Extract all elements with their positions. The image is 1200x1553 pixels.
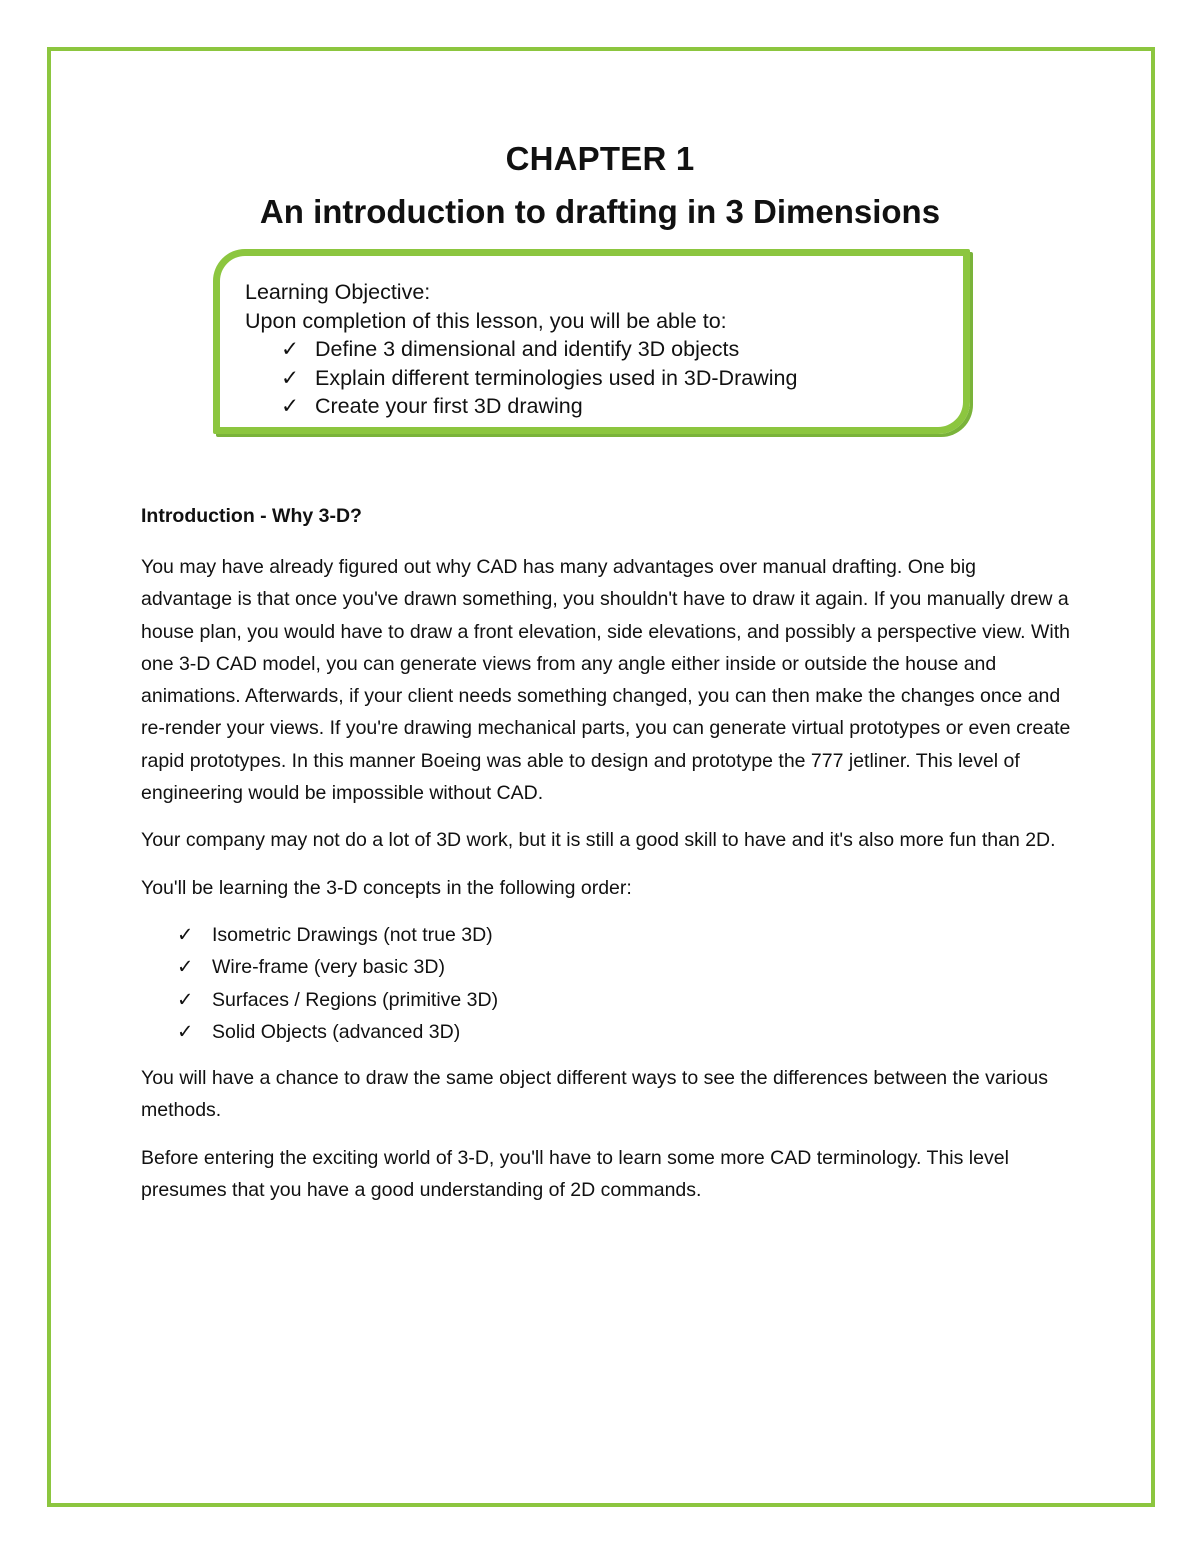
chapter-label: CHAPTER 1 [505, 140, 695, 177]
objective-heading: Learning Objective: [245, 280, 431, 304]
objective-item [281, 335, 963, 364]
paragraph: You may have already figured out why CAD has many advantages over manual drafting. One big advantage is that once you've drawn something, you shouldn't have to draw it again. If you manually drew a house plan, you would have to draw a front elevation, side elevations, and possibly a perspective view. With one 3-D CAD model, you can generate views from any angle either inside or outside the house and animations. Afterwards, if your client needs something changed, you can then make the changes once and re-render your views. If you're drawing mechanical parts, you can generate virtual prototypes or even create rapid prototypes. In this manner Boeing was able to design and prototype the 777 jetliner. This level of engineering would be impossible without CAD. [141, 556, 1071, 805]
check-mark-icon: ✓ [177, 923, 194, 946]
objective-list [245, 335, 963, 421]
concept-item [177, 951, 1071, 983]
paragraph: Your company may not do a lot of 3D work, but it is still a good skill to have and it's also more fun than 2D. [141, 829, 1056, 852]
concept-item-text: Wire-frame (very basic 3D) [212, 956, 445, 979]
paragraph: Before entering the exciting world of 3-D, you'll have to learn some more CAD terminology. This level presumes that you have a good understanding of 2D commands. [141, 1146, 1009, 1202]
check-mark-icon: ✓ [177, 1020, 194, 1043]
objective-item [281, 392, 963, 421]
learning-objective-box [213, 249, 970, 434]
paragraph: You'll be learning the 3-D concepts in the following order: [141, 876, 632, 899]
concept-item-text: Surfaces / Regions (primitive 3D) [212, 988, 499, 1011]
paragraph: You will have a chance to draw the same object different ways to see the differences between the various methods. [141, 1067, 1048, 1122]
concept-item-text: Solid Objects (advanced 3D) [212, 1020, 461, 1043]
check-mark-icon: ✓ [281, 365, 300, 390]
concept-item-text: Isometric Drawings (not true 3D) [212, 923, 493, 946]
chapter-title: An introduction to drafting in 3 Dimensions [259, 193, 941, 230]
concept-item [177, 919, 1071, 951]
check-mark-icon: ✓ [177, 988, 194, 1011]
objective-intro: Upon completion of this lesson, you will be able to: [245, 308, 727, 333]
check-mark-icon: ✓ [281, 337, 300, 361]
check-mark-icon: ✓ [281, 394, 300, 418]
concept-item [177, 1016, 1071, 1048]
objective-item-text: Create your first 3D drawing [315, 394, 583, 418]
main-content [141, 502, 1071, 1221]
check-mark-icon: ✓ [177, 956, 194, 979]
objective-item-text: Explain different terminologies used in 3D-Drawing [315, 365, 798, 390]
concept-list [141, 919, 1071, 1048]
objective-item [281, 364, 963, 393]
section-heading: Introduction - Why 3-D? [141, 505, 362, 527]
objective-item-text: Define 3 dimensional and identify 3D objects [315, 337, 740, 361]
concept-item [177, 984, 1071, 1016]
